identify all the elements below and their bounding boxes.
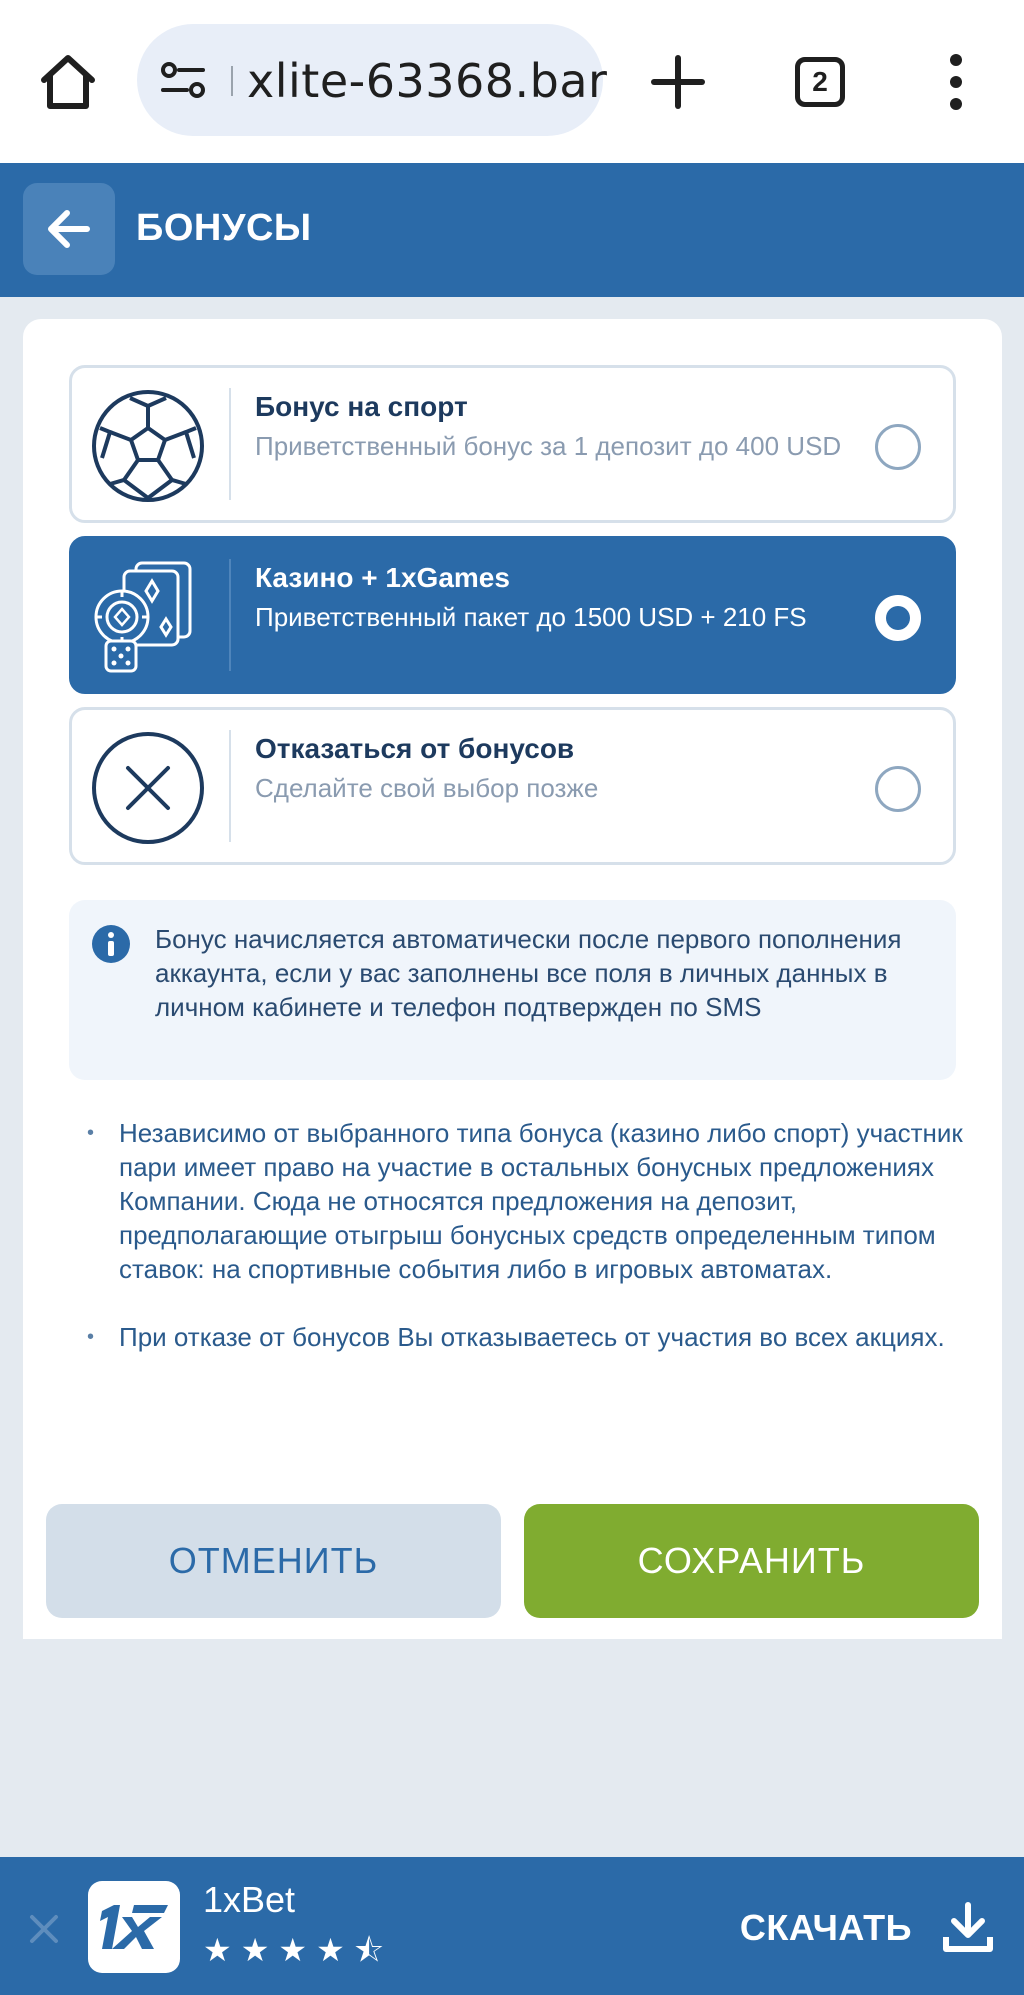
url-text[interactable]: xlite-63368.bar — [247, 54, 608, 108]
action-buttons — [23, 1481, 1002, 1639]
site-settings-icon[interactable] — [159, 60, 207, 100]
option-divider — [229, 388, 231, 500]
option-description: Приветственный пакет до 1500 USD + 210 FS — [255, 602, 807, 632]
bonus-option-decline[interactable] — [69, 707, 956, 865]
note-item: • При отказе от бонусов Вы отказываетесь от участия во всех акциях. — [83, 1320, 983, 1354]
radio-casino-selected[interactable] — [875, 595, 921, 641]
star-icon: ★ — [316, 1932, 345, 1968]
casino-chips-cards-dice-icon — [90, 559, 206, 675]
bonus-card — [23, 319, 1002, 1481]
address-bar[interactable] — [137, 24, 608, 136]
download-icon[interactable] — [942, 1901, 994, 1953]
app-name: 1xBet — [203, 1879, 296, 1920]
save-button[interactable]: СОХРАНИТЬ — [524, 1504, 979, 1618]
star-icon: ★ — [240, 1932, 270, 1968]
page-header — [0, 163, 1024, 297]
option-title: Казино + 1xGames — [255, 562, 510, 593]
bonus-option-sport[interactable] — [69, 365, 956, 523]
browser-toolbar — [0, 0, 1024, 163]
app-rating — [203, 1933, 384, 1967]
option-title: Бонус на спорт — [255, 391, 468, 422]
page-title: БОНУСЫ — [136, 207, 312, 249]
1xbet-logo-icon — [98, 1903, 170, 1951]
radio-decline[interactable] — [875, 766, 921, 812]
close-icon[interactable] — [26, 1911, 62, 1947]
cancel-button[interactable]: ОТМЕНИТЬ — [46, 1504, 501, 1618]
soccer-ball-icon — [90, 388, 206, 504]
info-icon — [91, 924, 131, 964]
radio-sport[interactable] — [875, 424, 921, 470]
home-icon[interactable] — [36, 50, 100, 114]
more-vert-icon[interactable] — [944, 52, 968, 112]
option-description: Сделайте свой выбор позже — [255, 773, 599, 803]
new-tab-icon[interactable] — [648, 52, 708, 112]
download-button[interactable]: СКАЧАТЬ — [739, 1907, 912, 1948]
option-divider — [229, 730, 231, 842]
info-box — [69, 900, 956, 1080]
circle-x-icon — [90, 730, 206, 846]
tab-switcher-button[interactable]: 2 — [795, 57, 845, 107]
half-star-icon: ⯪ — [353, 1932, 385, 1968]
note-item: • Независимо от выбранного типа бонуса (казино либо спорт) участник пари имеет право на участие в остальных бонусных предложениях Компании. Сюда не относятся предложения на депозит, предполагающие отыгрыш бонусных средств определенным типом ставок: на спортивные события либо в игровых автоматах. — [83, 1116, 983, 1286]
back-button[interactable] — [23, 183, 115, 275]
arrow-left-icon — [47, 209, 91, 249]
option-title: Отказаться от бонусов — [255, 733, 575, 764]
option-description: Приветственный бонус за 1 депозит до 400 USD — [255, 431, 842, 461]
app-logo — [88, 1881, 180, 1973]
app-install-banner — [0, 1857, 1024, 1995]
info-text: Бонус начисляется автоматически после первого пополнения аккаунта, если у вас заполнены все поля в личных данных в личном кабинете и телефон подтвержден по SMS — [155, 924, 902, 1022]
url-separator — [231, 66, 233, 96]
star-icon: ★ — [278, 1932, 308, 1968]
option-divider — [229, 559, 231, 671]
bonus-option-casino[interactable] — [69, 536, 956, 694]
notes-list — [83, 1116, 983, 1388]
star-icon: ★ — [203, 1932, 232, 1968]
